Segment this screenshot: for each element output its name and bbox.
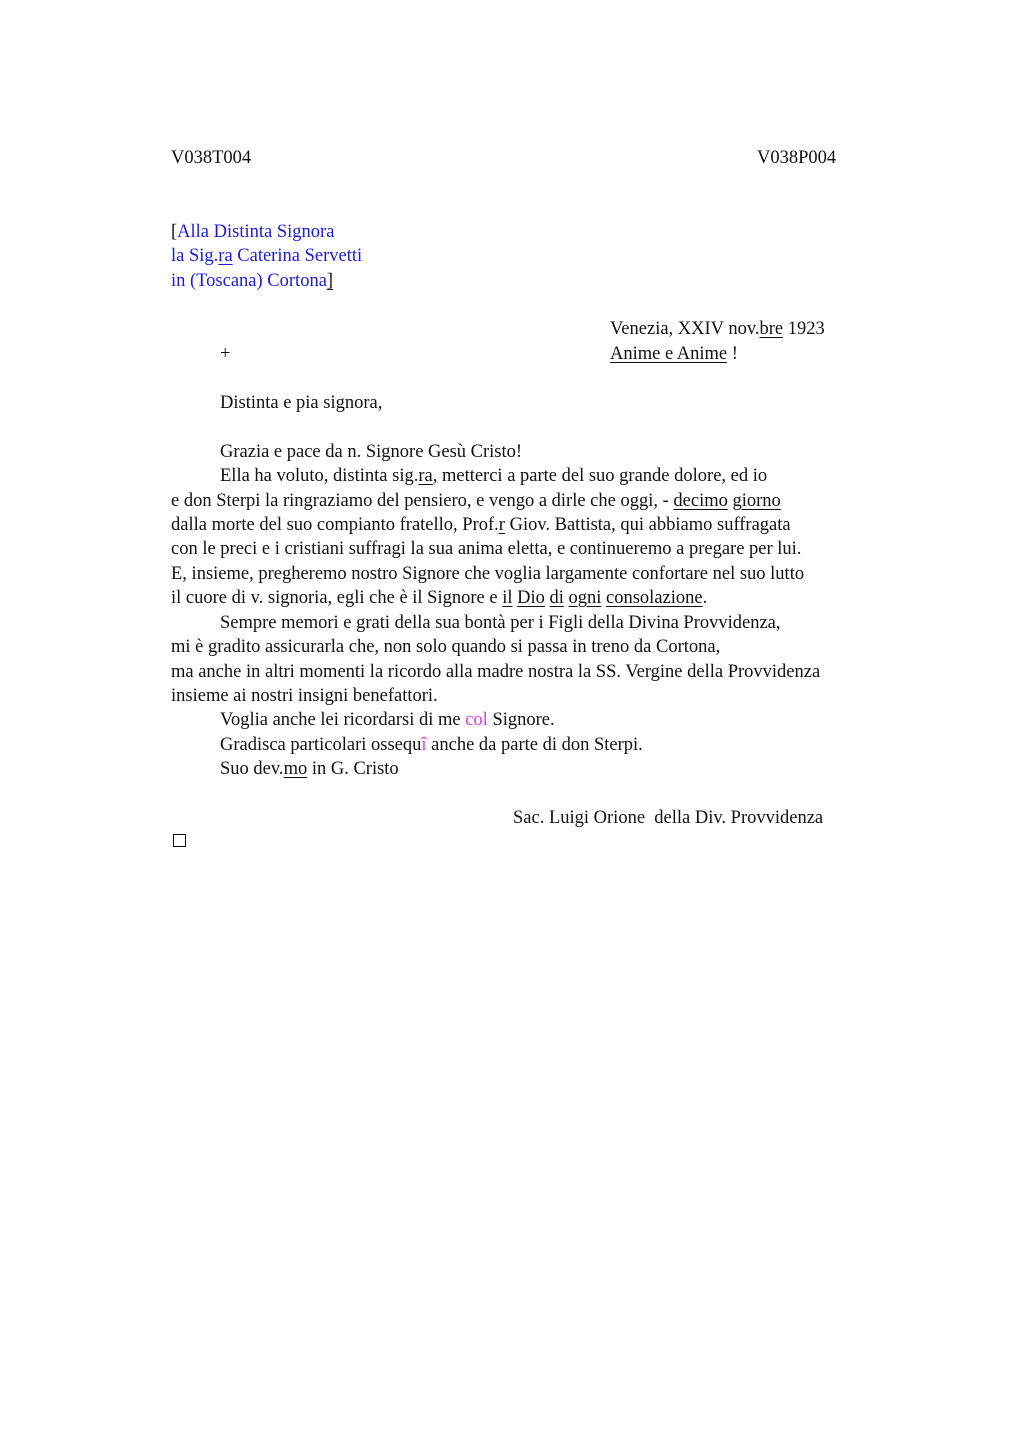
bracket-close: ]: [326, 271, 334, 291]
document-code-right: V038P004: [757, 148, 837, 168]
motto: Anime e Anime !: [610, 344, 738, 364]
address-line-3: [171, 269, 333, 293]
cross-symbol: +: [220, 344, 231, 364]
body-line: Voglia anche lei ricordarsi di me col Signore.: [220, 710, 555, 730]
dateline-place-date: Venezia, XXIV nov.bre 1923: [610, 319, 825, 339]
variant-letter: î: [421, 735, 427, 755]
bracket-open: [: [171, 222, 178, 242]
body-line: Sempre memori e grati della sua bontà per i Figli della Divina Provvidenza,: [220, 613, 781, 633]
signature: Sac. Luigi Orione della Div. Provvidenza: [513, 808, 824, 828]
document-code-left: V038T004: [171, 148, 252, 168]
closing-line: Suo dev.mo in G. Cristo: [220, 759, 399, 779]
address-line-2: la Sig.ra Caterina Servetti: [171, 246, 363, 266]
body-line: e don Sterpi la ringraziamo del pensiero, e vengo a dirle che oggi, - decimo giorno: [171, 491, 781, 511]
body-line: il cuore di v. signoria, egli che è il Signore e il Dio di ogni consolazione.: [171, 588, 708, 608]
variant-word: col: [465, 710, 488, 730]
address-recipient-title: Alla Distinta Signora: [177, 222, 335, 242]
body-line: Grazia e pace da n. Signore Gesù Cristo!: [220, 442, 523, 462]
end-marker-box: [173, 834, 186, 847]
address-place: in (Toscana) Cortona: [171, 271, 327, 291]
address-line-1: [171, 220, 334, 244]
body-line: dalla morte del suo compianto fratello, Prof.r Giov. Battista, qui abbiamo suffragata: [171, 515, 791, 535]
body-line: Ella ha voluto, distinta sig.ra, metterci a parte del suo grande dolore, ed io: [220, 466, 768, 486]
body-line: Gradisca particolari ossequî anche da parte di don Sterpi.: [220, 735, 643, 755]
salutation: Distinta e pia signora,: [220, 393, 383, 413]
body-line: mi è gradito assicurarla che, non solo quando si passa in treno da Cortona,: [171, 637, 721, 657]
body-line: con le preci e i cristiani suffragi la sua anima eletta, e continueremo a pregare per lui.: [171, 539, 802, 559]
body-line: E, insieme, pregheremo nostro Signore che voglia largamente confortare nel suo lutto: [171, 564, 805, 584]
body-line: insieme ai nostri insigni benefattori.: [171, 686, 438, 706]
body-line: ma anche in altri momenti la ricordo alla madre nostra la SS. Vergine della Provvidenza: [171, 662, 821, 682]
